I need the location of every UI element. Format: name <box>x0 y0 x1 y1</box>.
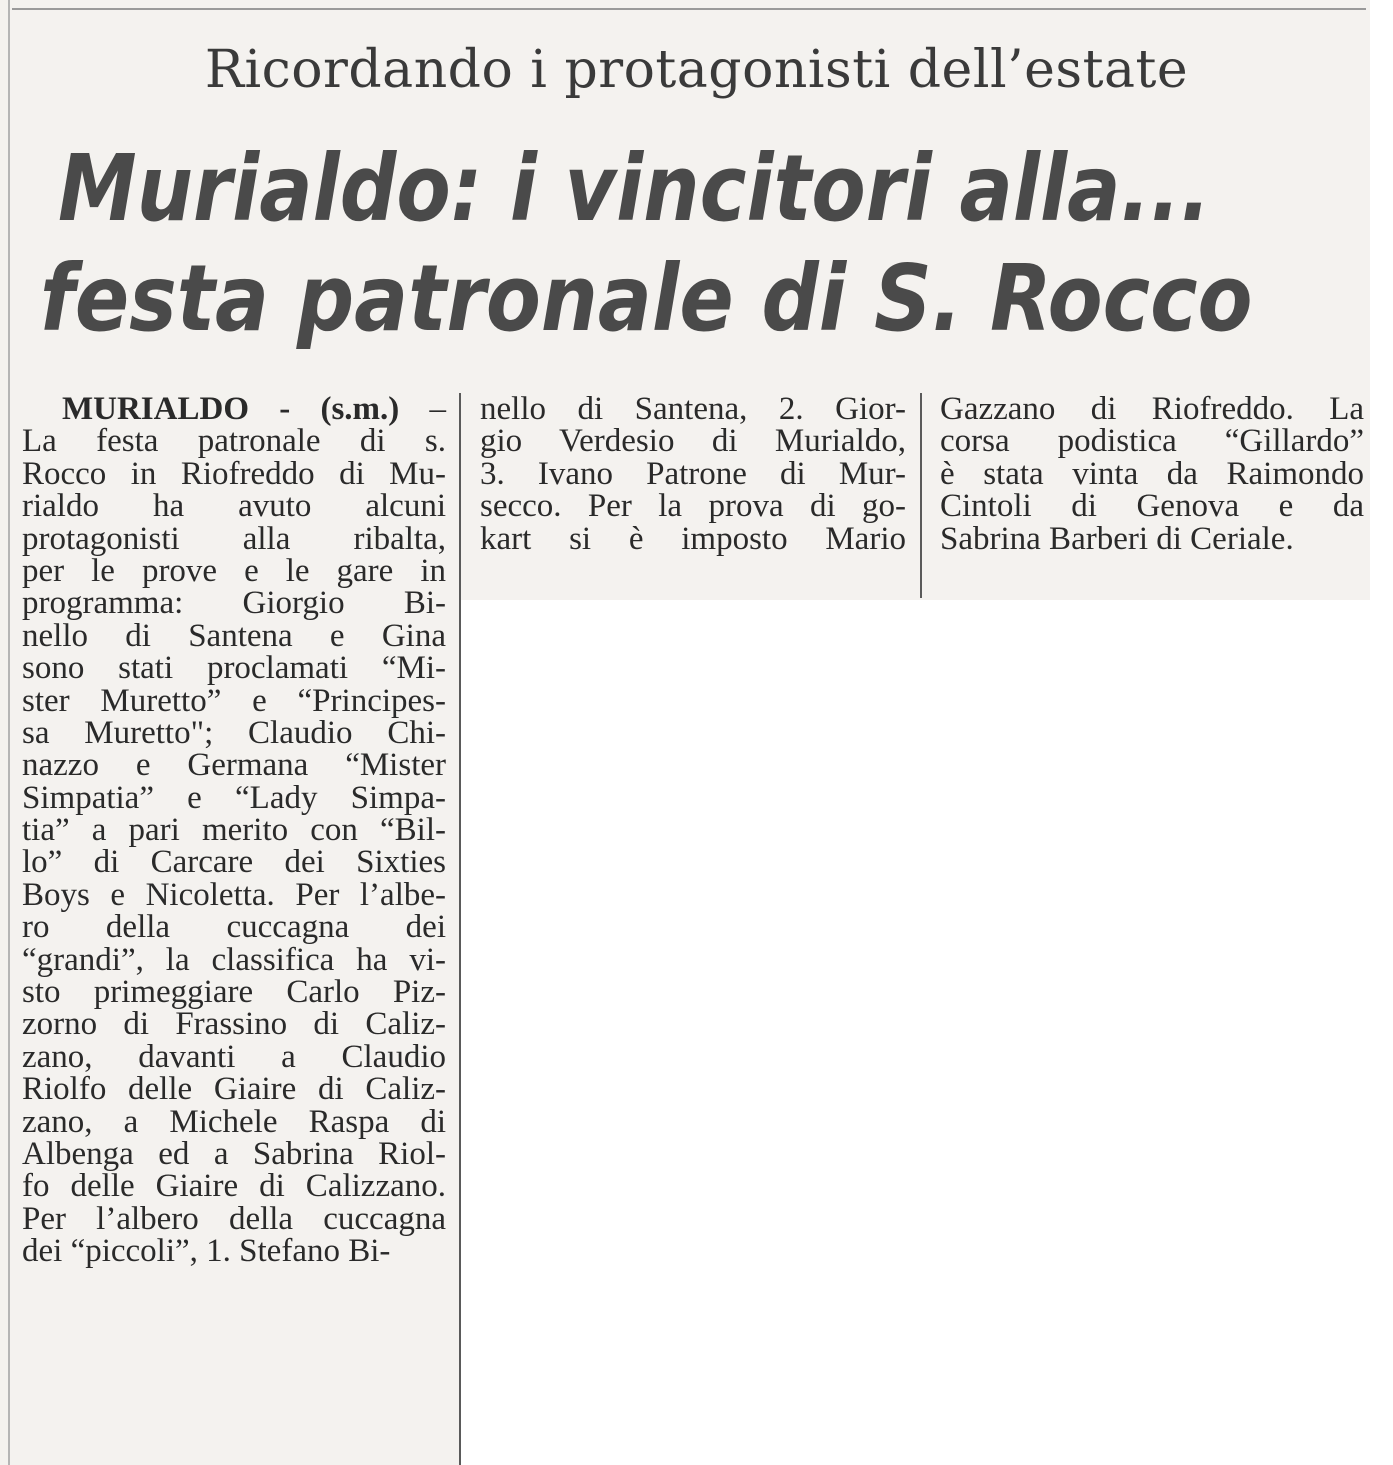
text-line: Sabrina Barberi di Ceriale. <box>940 520 1294 557</box>
text-line: nello di Santena e Gina <box>22 617 446 654</box>
text-line: Riolfo delle Giaire di Caliz- <box>22 1071 446 1108</box>
headline-line-2: festa patronale di S. Rocco <box>40 245 1253 352</box>
text-line: “grandi”, la classifica ha vi- <box>22 941 446 978</box>
top-border-rule <box>12 8 1366 10</box>
text-line: nazzo e Germana “Mister <box>22 747 446 784</box>
text-line: sono stati proclamati “Mi- <box>22 650 446 687</box>
article-column-2 <box>480 393 906 555</box>
text-line: ro della cuccagna dei <box>22 909 446 946</box>
text-line: Simpatia” e “Lady Simpa- <box>22 779 446 816</box>
article-column-3 <box>940 393 1364 555</box>
text-line: Gazzano di Riofreddo. La <box>940 391 1364 427</box>
blank-margin <box>1370 0 1393 1465</box>
article-column-1 <box>22 393 446 1268</box>
text-line: sto primeggiare Carlo Piz- <box>22 974 446 1011</box>
text-line: Rocco in Riofreddo di Mu- <box>22 455 446 492</box>
text-line: per le prove e le gare in <box>22 552 446 589</box>
text-line: protagonisti alla ribalta, <box>22 520 446 557</box>
text-line: programma: Giorgio Bi- <box>22 585 446 622</box>
text-line: kart si è imposto Mario <box>480 520 906 557</box>
text-line: MURIALDO - (s.m.) – <box>62 391 446 427</box>
text-line: zano, davanti a Claudio <box>22 1038 446 1075</box>
text-line: è stata vinta da Raimondo <box>940 455 1364 492</box>
column-divider <box>459 393 461 1465</box>
text-line: nello di Santena, 2. Gior- <box>480 391 906 427</box>
text-line: tia” a pari merito con “Bil- <box>22 812 446 849</box>
left-border-rule <box>8 0 10 1465</box>
text-line: dei “piccoli”, 1. Stefano Bi- <box>22 1233 391 1270</box>
text-line: ster Muretto” e “Principes- <box>22 682 446 719</box>
text-line: corsa podistica “Gillardo” <box>940 423 1364 460</box>
text-line: sa Muretto"; Claudio Chi- <box>22 714 446 751</box>
text-line: La festa patronale di s. <box>22 423 446 460</box>
text-line: secco. Per la prova di go- <box>480 488 906 525</box>
dateline: MURIALDO - (s.m.) <box>62 391 400 427</box>
text-line: Boys e Nicoletta. Per l’albe- <box>22 876 446 913</box>
article-kicker: Ricordando i protagonisti dell’estate <box>204 40 1189 100</box>
text-line: Per l’albero della cuccagna <box>22 1200 446 1237</box>
text-line: Cintoli di Genova e da <box>940 488 1364 525</box>
text-line: lo” di Carcare dei Sixties <box>22 844 446 881</box>
text-line: zorno di Frassino di Caliz- <box>22 1006 446 1043</box>
text-line: zano, a Michele Raspa di <box>22 1103 446 1140</box>
headline-line-1: Murialdo: i vincitori alla... <box>58 135 1211 242</box>
text-line: 3. Ivano Patrone di Mur- <box>480 455 906 492</box>
text-line: fo delle Giaire di Calizzano. <box>22 1168 446 1205</box>
text-line: gio Verdesio di Murialdo, <box>480 423 906 460</box>
text-line: rialdo ha avuto alcuni <box>22 488 446 525</box>
column-divider <box>920 393 922 598</box>
blank-area <box>460 600 1393 1465</box>
text-line: Albenga ed a Sabrina Riol- <box>22 1135 446 1172</box>
